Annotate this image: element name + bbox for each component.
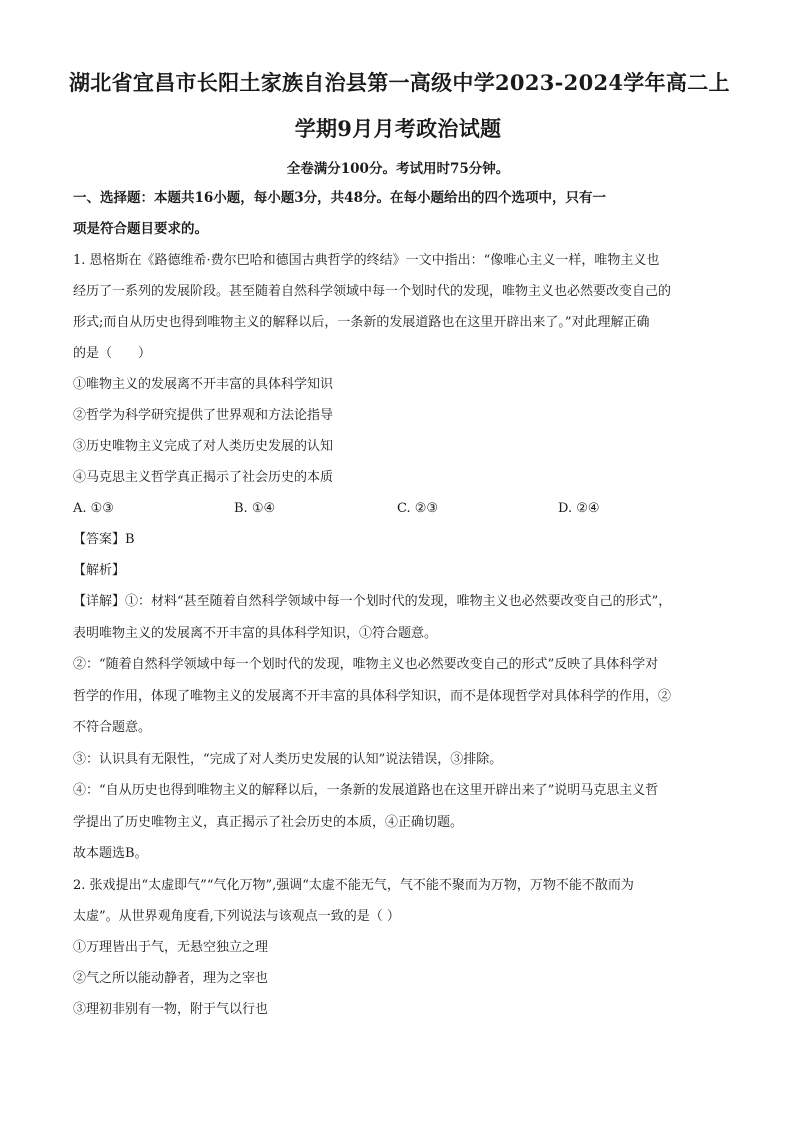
question-1 (73, 245, 723, 870)
q1-answer (73, 524, 723, 555)
q2-stem-line-2: 太虚”。从世界观角度看,下列说法与该观点一致的是（ ） (73, 908, 400, 924)
section-heading-line-1: 一、选择题：本题共16小题，每小题3分，共48分。在每小题给出的四个选项中，只有一 (73, 190, 606, 206)
title-line-1: 湖北省宜昌市长阳土家族自治县第一高级中学2023-2024学年高二上 (69, 70, 730, 95)
q1-option-a: A. ①③ (73, 501, 114, 516)
q1-item-2: ②哲学为科学研究提供了世界观和方法论指导 (73, 408, 334, 423)
q1-options (73, 493, 723, 524)
document-page (69, 62, 730, 1025)
answer-value: B (125, 532, 135, 547)
section-heading-line-2: 项是符合题目要求的。 (73, 221, 208, 237)
q1-detail-line-3: ②：“随着自然科学领域中每一个划时代的发现，唯物主义也必然要改变自己的形式”反映了具体科学对 (73, 657, 659, 672)
q1-item-1: ①唯物主义的发展离不开丰富的具体科学知识 (73, 377, 334, 392)
q1-detail-line-5: 不符合题意。 (73, 720, 152, 735)
q1-detail-line-8: 学提出了历史唯物主义，真正揭示了社会历史的本质，④正确切题。 (73, 814, 464, 830)
q1-detail-line-1 (73, 586, 723, 618)
q1-item-3: ③历史唯物主义完成了对人类历史发展的认知 (73, 439, 334, 454)
section-heading (73, 183, 723, 245)
answer-label: 【答案】 (73, 532, 126, 547)
q2-item-2: ②气之所以能动静者，理为之宰也 (73, 970, 269, 986)
question-2 (73, 870, 723, 1025)
q1-stem-line-3: 形式;而自从历史也得到唯物主义的解释以后，一条新的发展道路也在这里开辟出来了。”对此理解正确 (73, 315, 650, 330)
q1-detail-line-2: 表明唯物主义的发展离不开丰富的具体科学知识，①符合题意。 (73, 625, 438, 641)
q1-detail-line-7: ④：“自从历史也得到唯物主义的解释以后，一条新的发展道路也在这里开辟出来了”说明马克思主义哲 (73, 783, 659, 798)
q1-detail (73, 586, 723, 870)
q1-stem-line-2: 经历了一系列的发展阶段。甚至随着自然科学领域中每一个划时代的发现，唯物主义也必然要改变自己的 (73, 284, 672, 299)
q1-item-4: ④马克思主义哲学真正揭示了社会历史的本质 (73, 470, 334, 485)
q1-option-b: B. ①④ (234, 501, 276, 516)
q1-detail-line-6: ③：认识具有无限性，“完成了对人类历史发展的认知”说法错误，③排除。 (73, 751, 503, 767)
q1-option-d: D. ②④ (558, 501, 600, 516)
q2-item-1: ①万理皆出于气，无悬空独立之理 (73, 939, 269, 955)
detail-label: 【详解】 (73, 594, 126, 609)
q1-option-c: C. ②③ (397, 501, 439, 516)
q2-stem-line-1: 2. 张戏提出“太虚即气”“气化万物”,强调“太虚不能无气，气不能不聚而为万物，万物不能不散而为 (73, 877, 634, 893)
exam-info: 全卷满分100分。考试用时75分钟。 (286, 161, 510, 177)
page-title (69, 62, 730, 150)
q1-detail-line-9: 故本题选B。 (73, 846, 148, 861)
q1-stem-line-4: 的是（ ） (73, 346, 152, 361)
q2-item-3: ③理初非别有一物，附于气以行也 (73, 1001, 269, 1017)
q1-stem-line-1: 1. 恩格斯在《路德维希·费尔巴哈和德国古典哲学的终结》一文中指出：“像唯心主义一样，唯物主义也 (73, 253, 660, 268)
detail-text: ①：材料“甚至随着自然科学领域中每一个划时代的发现，唯物主义也必然要改变自己的形式”， (125, 594, 672, 609)
q1-analysis-label: 【解析】 (73, 563, 126, 578)
q1-detail-line-4: 哲学的作用，体现了唯物主义的发展离不开丰富的具体科学知识，而不是体现哲学对具体科学的作用，② (73, 688, 672, 704)
title-line-2: 学期9月月考政治试题 (294, 116, 502, 141)
